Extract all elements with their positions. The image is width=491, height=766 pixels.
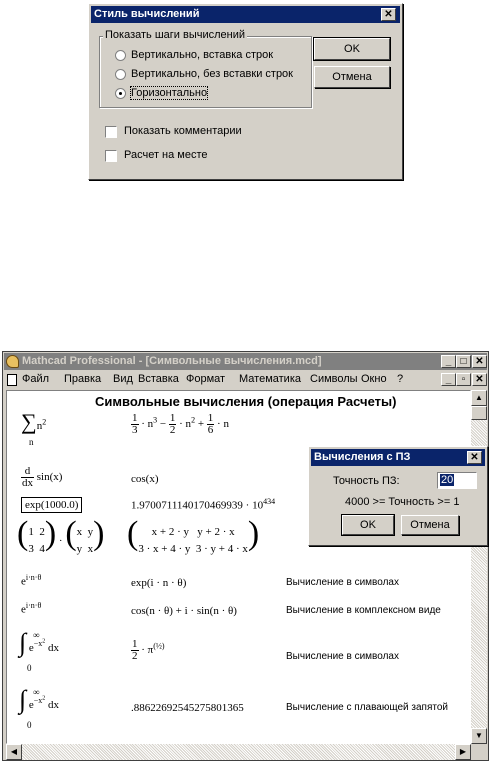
scroll-left-icon[interactable]: ◀ [6,744,22,760]
doc-close-button[interactable]: ✕ [472,373,487,386]
exp-result [131,497,275,512]
menu-window[interactable]: Окно [361,373,387,385]
integral-result-2: .88622692545275801365 [131,702,244,714]
euler-expression-1: $e^{i\cdot n\cdot\theta}$ [21,573,42,588]
worksheet[interactable] [6,390,471,744]
matrix-b: x y y x [76,526,94,556]
calc-in-place-label: Расчет на месте [124,149,208,161]
integral-upper-1: ∞ [33,630,40,640]
window-title: Mathcad Professional - [Символьные вычисления.mcd] [4,353,487,370]
menu-insert[interactable]: Вставка [138,373,179,385]
exp-expression[interactable]: exp(1000.0) [21,497,82,513]
menu-view[interactable]: Вид [113,373,133,385]
maximize-button[interactable]: □ [456,355,471,368]
euler-result-2: cos(n · θ) + i · sin(n · θ) [131,605,237,617]
ok-button[interactable]: OK [314,38,390,60]
note-symbolic-1: Вычисление в символах [286,577,399,588]
dialog2-close-icon[interactable]: ✕ [467,451,482,464]
sin-label: sin(x) [36,471,63,484]
sum-result: $\frac{1}{3}$ · $n^3$ − $\frac{1}{2}$ · $n^2$ + $\frac{1}{6}$ · n [132,412,229,436]
integral-expression-2: ∫ $e^{-x^2}$ dx [19,685,60,714]
mathcad-window [2,351,489,761]
integral-lower-1: 0 [27,663,32,673]
exp-mantissa: 1.9700711140170469939 · 10 [131,499,264,512]
integral-upper-2: ∞ [33,687,40,697]
scroll-down-icon[interactable]: ▼ [471,728,487,744]
radio-label-vertical-insert: Вертикально, вставка строк [131,49,274,61]
doc-restore-button[interactable]: ▫ [456,373,471,386]
calc-style-dialog [88,3,403,180]
exp-exponent: 434 [263,497,276,506]
d-label: d [21,466,34,478]
integral-expression-1: ∫ $e^{-x^2}$ dx [19,628,60,657]
matrix-product-expression: (1 2 3 4) · (x y y x) [17,519,104,558]
menu-file[interactable]: Файл [22,373,50,385]
menu-math[interactable]: Математика [239,373,301,385]
sum-expression: $\sum n^2$ [21,409,47,434]
sum-index: n [29,437,34,447]
radio-label-horizontal: Горизонтально [131,87,208,99]
dialog-title: Стиль вычислений [91,6,400,23]
note-float: Вычисление с плавающей запятой [286,702,448,713]
scroll-up-icon[interactable]: ▲ [471,390,487,406]
integral-result-1: $\frac{1}{2}$ · $\pi^{(\frac{1}{2})}$ [132,638,165,662]
menu-help[interactable]: ? [397,373,404,385]
calc-in-place-checkbox[interactable] [105,150,117,162]
show-comments-checkbox[interactable] [105,126,117,138]
euler-expression-2: $e^{i\cdot n\cdot\theta}$ [21,601,42,616]
dialog2-ok-button[interactable]: OK [342,515,394,535]
integral-lower-2: 0 [27,720,32,730]
dx-label: dx [22,477,33,489]
doc-minimize-button[interactable]: _ [441,373,456,386]
vertical-scrollbar[interactable] [471,390,487,744]
group-label: Показать шаги вычислений [105,29,245,41]
menu-bar [4,371,487,389]
menu-format[interactable]: Формат [186,373,226,385]
window-close-button[interactable]: ✕ [472,355,487,368]
radio-label-vertical-no-insert: Вертикально, без вставки строк [131,68,293,80]
matrix-a: 1 2 3 4 [28,526,45,556]
euler-result-1: exp(i · n · θ) [131,577,187,589]
note-symbolic-2: Вычисление в символах [286,651,399,662]
menu-edit[interactable]: Правка [64,373,102,385]
precision-input[interactable] [437,472,477,489]
float-precision-dialog [308,446,488,546]
precision-label: Точность ПЗ: [333,475,400,487]
radio-vertical-insert[interactable] [115,50,126,61]
cancel-button[interactable]: Отмена [314,66,390,88]
horizontal-scrollbar[interactable] [6,744,471,760]
precision-range: 4000 >= Точность >= 1 [345,496,460,508]
doc-icon [7,374,17,386]
scroll-thumb[interactable] [471,406,487,420]
radio-horizontal[interactable] [115,88,126,99]
mathcad-logo-icon [6,355,19,368]
matrix-product-result: ( x + 2 · y y + 2 · x 3 · x + 4 · y 3 · y + 4 · x) [127,519,259,558]
matrix-result: x + 2 · y y + 2 · x 3 · x + 4 · y 3 · y + 4 · x [138,526,248,556]
dialog2-title: Вычисления с ПЗ [311,449,485,466]
derivative-result: cos(x) [131,473,159,485]
derivative-expression [21,466,62,489]
menu-symbolics[interactable]: Символы [310,373,358,385]
scroll-right-icon[interactable]: ▶ [455,744,471,760]
minimize-button[interactable]: _ [441,355,456,368]
close-icon[interactable]: ✕ [381,8,396,21]
show-comments-label: Показать комментарии [124,125,242,137]
precision-value: 20 [441,474,454,486]
worksheet-heading: Символьные вычисления (операция Расчеты) [95,394,397,409]
frac-num: 1 [132,412,138,424]
frac-den: 3 [132,424,138,436]
note-complex: Вычисление в комплексном виде [286,605,441,616]
radio-vertical-no-insert[interactable] [115,69,126,80]
dialog2-cancel-button[interactable]: Отмена [401,515,459,535]
